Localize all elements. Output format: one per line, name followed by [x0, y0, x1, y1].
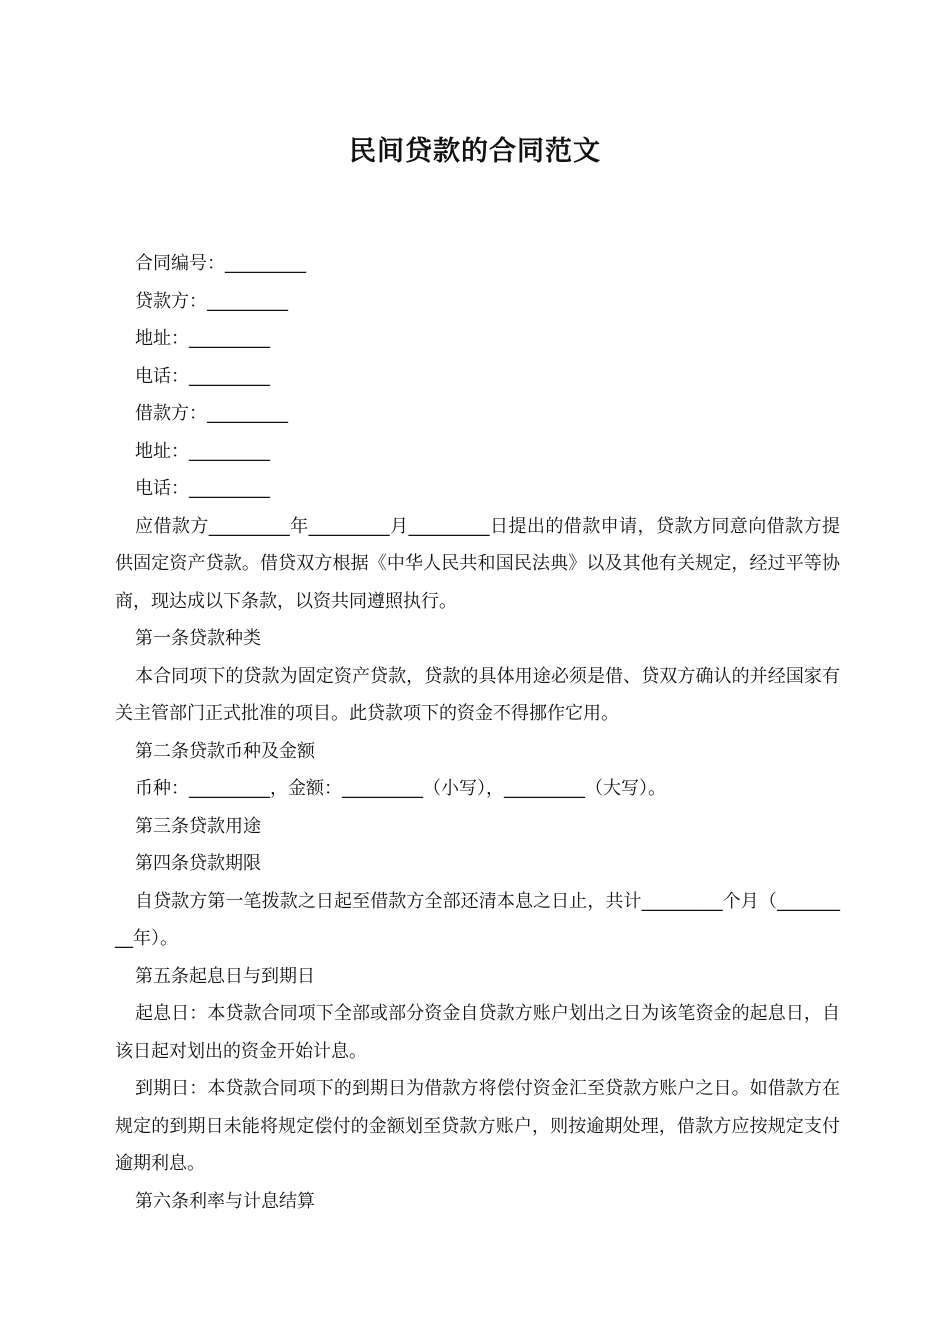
article-5-body-value-date: 起息日：本贷款合同项下全部或部分资金自贷款方账户划出之日为该笔资金的起息日，自该日起对划出的资金开始计息。 — [115, 1003, 840, 1062]
contract-number-line: 合同编号：_________ — [135, 253, 306, 274]
document-title: 民间贷款的合同范文 — [349, 136, 601, 167]
article-2-heading: 第二条贷款币种及金额 — [135, 740, 315, 762]
article-4-body: 自贷款方第一笔拨款之日起至借款方全部还清本息之日止，共计_________个月（_________年）。 — [115, 890, 840, 949]
article-4-heading: 第四条贷款期限 — [135, 853, 261, 874]
lender-phone-line: 电话：_________ — [135, 365, 270, 387]
article-2-body: 币种：_________，金额：_________（小写），_________（大写）。 — [135, 778, 666, 799]
borrower-line: 借款方：_________ — [135, 403, 288, 424]
preamble-paragraph: 应借款方_________年_________月_________日提出的借款申请，贷款方同意向借款方提供固定资产贷款。借贷双方根据《中华人民共和国民法典》以及其他有关规定，经过平等协商，现达成以下条款，以资共同遵照执行。 — [115, 515, 840, 612]
borrower-address-line: 地址：_________ — [135, 440, 270, 462]
article-5-heading: 第五条起息日与到期日 — [135, 965, 315, 987]
lender-line: 贷款方：_________ — [135, 290, 288, 312]
article-5-body-maturity-date: 到期日：本贷款合同项下的到期日为借款方将偿付资金汇至贷款方账户之日。如借款方在规定的到期日未能将规定偿付的金额划至贷款方账户，则按逾期处理，借款方应按规定支付逾期利息。 — [115, 1078, 840, 1174]
article-6-heading: 第六条利率与计息结算 — [135, 1190, 315, 1212]
article-1-body: 本合同项下的贷款为固定资产贷款，贷款的具体用途必须是借、贷双方确认的并经国家有关主管部门正式批准的项目。此贷款项下的资金不得挪作它用。 — [115, 665, 840, 724]
lender-address-line: 地址：_________ — [135, 328, 270, 349]
article-3-heading: 第三条贷款用途 — [135, 815, 261, 837]
article-1-heading: 第一条贷款种类 — [135, 628, 261, 649]
borrower-phone-line: 电话：_________ — [135, 478, 270, 499]
document-body — [115, 245, 840, 1220]
